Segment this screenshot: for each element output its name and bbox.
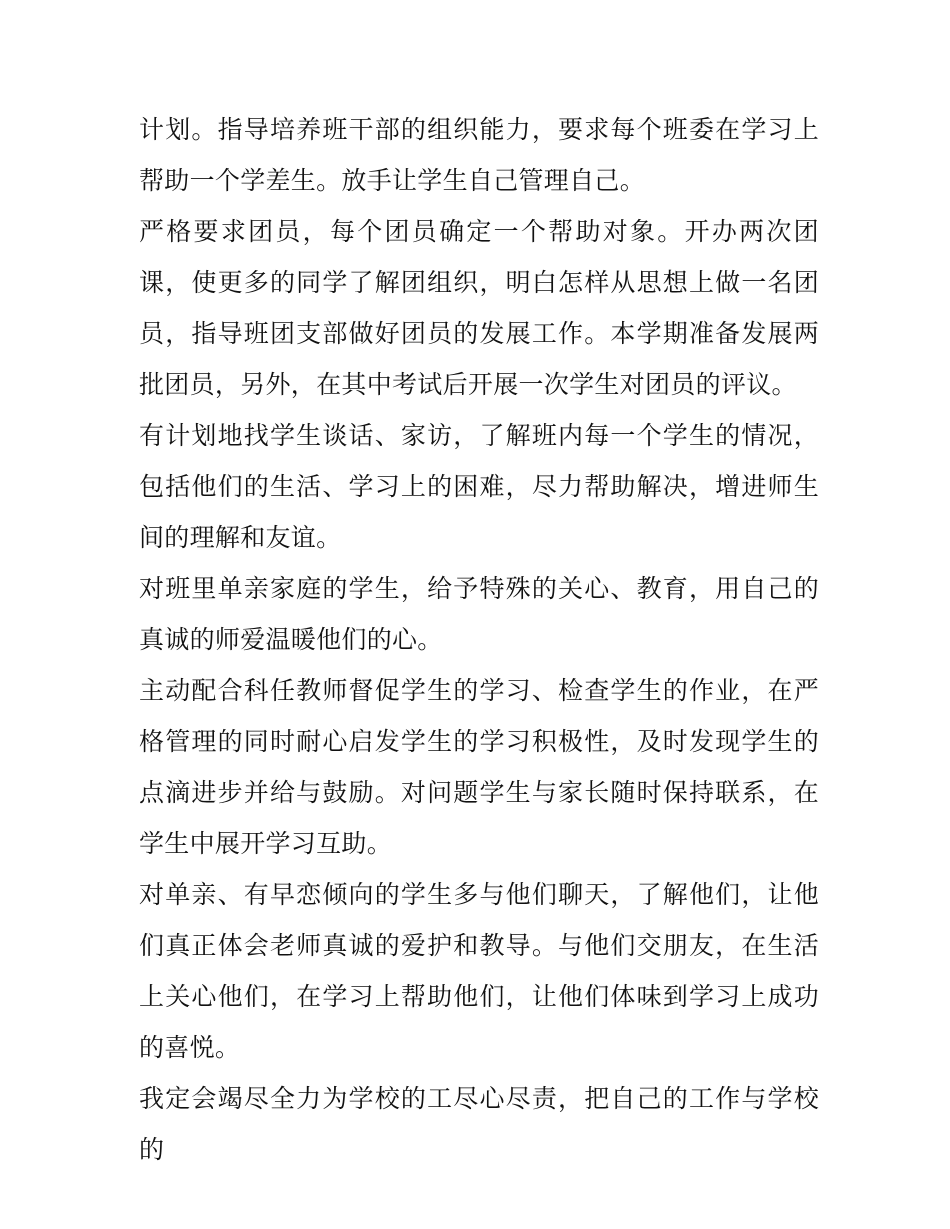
paragraph-6: 对单亲、有早恋倾向的学生多与他们聊天，了解他们，让他们真正体会老师真诚的爱护和教导。与他们交朋友，在生活上关心他们，在学习上帮助他们，让他们体味到学习上成功的喜悦。: [139, 880, 819, 1062]
paragraph-3: 有计划地找学生谈话、家访，了解班内每一个学生的情况，包括他们的生活、学习上的困难，尽力帮助解决，增进师生间的理解和友谊。: [139, 421, 819, 552]
document-body: [139, 104, 819, 1175]
paragraph-2: 严格要求团员，每个团员确定一个帮助对象。开办两次团课，使更多的同学了解团组织，明白怎样从思想上做一名团员，指导班团支部做好团员的发展工作。本学期准备发展两批团员，另外，在其中考试后开展一次学生对团员的评议。: [139, 217, 819, 399]
paragraph-1: 计划。指导培养班干部的组织能力，要求每个班委在学习上帮助一个学差生。放手让学生自己管理自己。: [139, 115, 819, 195]
paragraph-4: 对班里单亲家庭的学生，给予特殊的关心、教育，用自己的真诚的师爱温暖他们的心。: [139, 574, 819, 654]
paragraph-7: 我定会竭尽全力为学校的工尽心尽责，把自己的工作与学校的: [139, 1084, 819, 1164]
paragraph-5: 主动配合科任教师督促学生的学习、检查学生的作业，在严格管理的同时耐心启发学生的学习积极性，及时发现学生的点滴进步并给与鼓励。对问题学生与家长随时保持联系，在学生中展开学习互助。: [139, 676, 819, 858]
